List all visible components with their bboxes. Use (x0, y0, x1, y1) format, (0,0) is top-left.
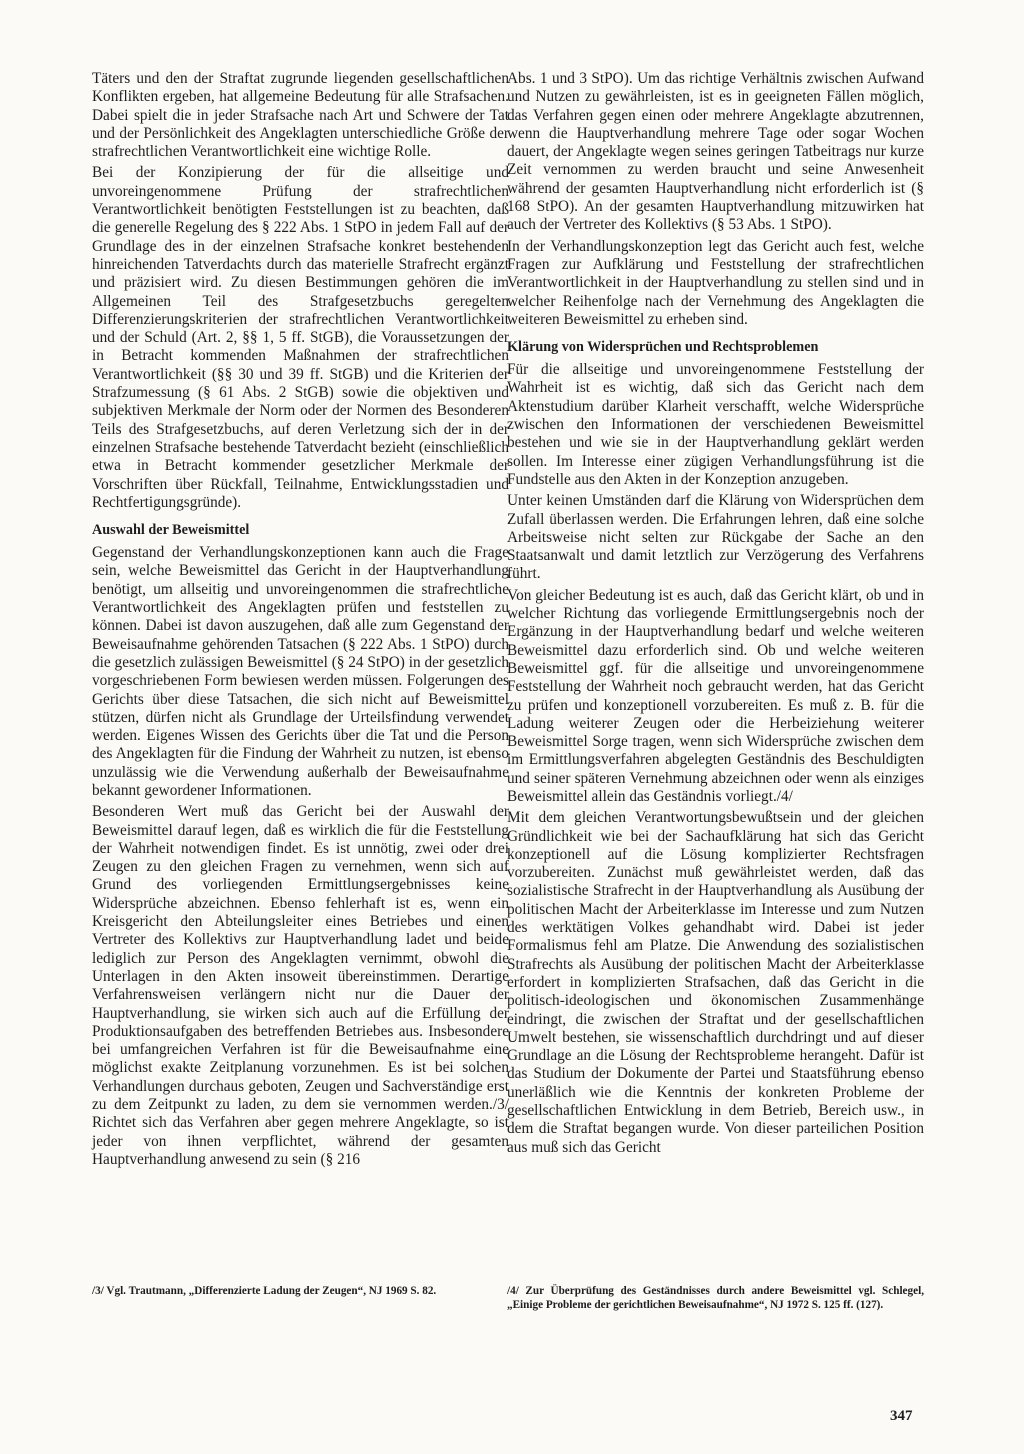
section-heading: Auswahl der Beweismittel (92, 522, 250, 539)
body-paragraph: Abs. 1 und 3 StPO). Um das richtige Verhältnis zwischen Aufwand und Nutzen zu gewährleisten, ist es in geeigneten Fällen möglich, das Verfahren gegen einen oder mehrere Angeklagte abzutrennen, wenn die Hauptverhandlung mehrere Tage oder sogar Wochen dauert, der Angeklagte wegen seines geringen Tatbeitrags nur kurze Zeit vernommen zu werden braucht und seine Anwesenheit während der gesamten Hauptverhandlung nicht erforderlich ist (§ 168 StPO). An der gesamten Hauptverhandlung mitzuwirken hat auch der Vertreter des Kollektivs (§ 53 Abs. 1 StPO). (507, 70, 924, 234)
body-paragraph: Mit dem gleichen Verantwortungsbewußtsein und der gleichen Gründlichkeit wie bei der Sachaufklärung hat sich das Gericht konzeptionell auf die Lösung komplizierter Rechtsfragen vorzubereiten. Zunächst muß gewährleistet werden, daß das sozialistische Strafrecht in der Hauptverhandlung als Ausübung der politischen Macht der Arbeiterklasse im Interesse und zum Nutzen des werktätigen Volkes gehandhabt wird. Dabei ist jeder Formalismus fehl am Platze. Die Anwendung des sozialistischen Strafrechts als Ausübung der politischen Macht der Arbeiterklasse erfordert in komplizierten Strafsachen, daß das Gericht in die politisch-ideologischen und ökonomischen Zusammenhänge eindringt, die zwischen der Straftat und der gesellschaftlichen Umwelt bestehen, sie wissenschaftlich durchdringt und auf dieser Grundlage an die Lösung der Rechtsprobleme herangeht. Dafür ist das Studium der Dokumente der Partei und Staatsführung ebenso unerläßlich wie die Kenntnis der konkreten Probleme der gesellschaftlichen Entwicklung in dem Betrieb, Bereich usw., in dem die Straftat begangen wurde. Von dieser parteilichen Position aus muß sich das Gericht (507, 809, 924, 1156)
body-paragraph: Bei der Konzipierung der für die allseitige und unvoreingenommene Prüfung der strafrechtlichen Verantwortlichkeit benötigten Feststellungen ist zu beachten, daß die generelle Regelung des § 222 Abs. 1 StPO in jedem Fall auf der Grundlage des in der einzelnen Strafsache konkret bestehenden hinreichenden Tatverdachts durch das materielle Strafrecht ergänzt und präzisiert wird. Zu diesen Bestimmungen gehören die im Allgemeinen Teil des Strafgesetzbuchs geregelten Differenzierungskriterien der strafrechtlichen Verantwortlichkeit und der Schuld (Art. 2, §§ 1, 5 ff. StGB), die Voraussetzungen der in Betracht kommenden Maßnahmen der strafrechtlichen Verantwortlichkeit (§§ 30 und 39 ff. StGB) und die Kriterien der Strafzumessung (§ 61 Abs. 2 StGB) sowie die objektiven und subjektiven Merkmale der Norm oder der Normen des Besonderen Teils des Strafgesetzbuchs, auf deren Verletzung sich der in der einzelnen Strafsache bestehende Tatverdacht bezieht (einschließlich etwa in Betracht kommender gesetzlicher Merkmale der Vorschriften über Rückfall, Teilnahme, Entwicklungsstadien und Rechtfertigungsgründe). (92, 164, 509, 511)
body-paragraph: Unter keinen Umständen darf die Klärung von Widersprüchen dem Zufall überlassen werden. Die Erfahrungen lehren, daß eine solche Arbeitsweise nicht selten zur Rückgabe der Sache an den Staatsanwalt und damit letztlich zur Verzögerung des Verfahrens führt. (507, 492, 924, 583)
body-paragraph: In der Verhandlungskonzeption legt das Gericht auch fest, welche Fragen zur Aufklärung und Feststellung der strafrechtlichen Verantwortlichkeit in der Hauptverhandlung zu stellen sind und in welcher Reihenfolge nach der Vernehmung des Angeklagten die weiteren Beweismittel zu erheben sind. (507, 237, 924, 328)
left-column (92, 70, 509, 1172)
body-paragraph: Von gleicher Bedeutung ist es auch, daß das Gericht klärt, ob und in welcher Richtung das vorliegende Ermittlungsergebnis noch der Ergänzung in der Hauptverhandlung bedarf und welche weiteren Beweismittel dazu erforderlich sind. Ob und welche weiteren Beweismittel ggf. für die allseitige und unvoreingenommene Feststellung der Wahrheit noch gebraucht werden, hat das Gericht zu prüfen und konzeptionell vorzubereiten. Es muß z. B. für die Ladung weiterer Zeugen oder die Herbeiziehung weiterer Beweismittel Sorge tragen, wenn sich Widersprüche zwischen dem im Ermittlungsverfahren abgelegten Geständnis des Beschuldigten und seiner späteren Vernehmung abzeichnen oder wenn als einziges Beweismittel allein das Geständnis vorliegt./4/ (507, 586, 924, 805)
body-paragraph: Täters und den der Straftat zugrunde liegenden gesellschaftlichen Konflikten ergeben, hat allgemeine Bedeutung für alle Strafsachen. Dabei spielt die in jeder Strafsache nach Art und Schwere der Tat und der Persönlichkeit des Angeklagten unterschiedliche Größe der strafrechtlichen Verantwortlichkeit eine wichtige Rolle. (92, 70, 509, 161)
page-number: 347 (890, 1408, 913, 1424)
footnote-3: /3/ Vgl. Trautmann, „Differenzierte Ladung der Zeugen“, NJ 1969 S. 82. (92, 1285, 437, 1297)
right-column (507, 70, 924, 1160)
footnote-4: /4/ Zur Überprüfung des Geständnisses durch andere Beweismittel vgl. Schlegel, „Einige Probleme der gerichtlichen Beweisaufnahme“, NJ 1972 S. 125 ff. (127). (507, 1285, 924, 1311)
section-heading: Klärung von Widersprüchen und Rechtsproblemen (507, 339, 819, 356)
body-paragraph: Für die allseitige und unvoreingenommene Feststellung der Wahrheit ist es wichtig, daß sich das Gericht nach dem Aktenstudium darüber Klarheit verschafft, welche Widersprüche zwischen den Informationen der verschiedenen Beweismittel bestehen und wie sie in der Hauptverhandlung geklärt werden sollen. Im Interesse einer zügigen Verhandlungsführung ist die Fundstelle aus den Akten in der Konzeption anzugeben. (507, 361, 924, 488)
body-paragraph: Besonderen Wert muß das Gericht bei der Auswahl der Beweismittel darauf legen, daß es wirklich die für die Feststellung der Wahrheit notwendigen findet. Es ist unnötig, zwei oder drei Zeugen zu den gleichen Fragen zu vernehmen, wenn sich auf Grund des vorliegenden Ermittlungsergebnisses keine Widersprüche abzeichnen. Ebenso fehlerhaft ist es, wenn ein Kreisgericht den Abteilungsleiter eines Betriebes und einen Vertreter des Kollektivs zur Hauptverhandlung ladet und beide lediglich zur Person des Angeklagten vernimmt, obwohl die Unterlagen in den Akten insoweit übereinstimmen. Derartige Verfahrensweisen verlängern nicht nur die Dauer der Hauptverhandlung, sie wirken sich auch auf die Erfüllung der Produktionsaufgaben des betreffenden Betriebes aus. Insbesondere bei umfangreichen Verfahren ist für die Beweisaufnahme eine möglichst exakte Zeitplanung vorzunehmen. Es ist bei solchen Verhandlungen durchaus geboten, Zeugen und Sachverständige erst zu dem Zeitpunkt zu laden, zu dem sie vernommen werden./3/ Richtet sich das Verfahren aber gegen mehrere Angeklagte, so ist jeder von ihnen verpflichtet, während der gesamten Hauptverhandlung anwesend zu sein (§ 216 (92, 803, 509, 1168)
body-paragraph: Gegenstand der Verhandlungskonzeptionen kann auch die Frage sein, welche Beweismittel das Gericht in der Hauptverhandlung benötigt, um allseitig und unvoreingenommen die strafrechtliche Verantwortlichkeit des Angeklagten prüfen und feststellen zu können. Dabei ist davon auszugehen, daß alle zum Gegenstand der Beweisaufnahme gehörenden Tatsachen (§ 222 Abs. 1 StPO) durch die gesetzlich zulässigen Beweismittel (§ 24 StPO) in der gesetzlich vorgeschriebenen Form bewiesen werden müssen. Folgerungen des Gerichts über diese Tatsachen, die sich nicht auf Beweismittel stützen, dürfen nicht als Grundlage der Urteilsfindung verwendet werden. Eigenes Wissen des Gerichts über die Tat und die Person des Angeklagten für die Findung der Wahrheit zu nutzen, ist ebenso unzulässig wie die Verwendung außerhalb der Beweisaufnahme bekannt gewordener Informationen. (92, 544, 509, 799)
